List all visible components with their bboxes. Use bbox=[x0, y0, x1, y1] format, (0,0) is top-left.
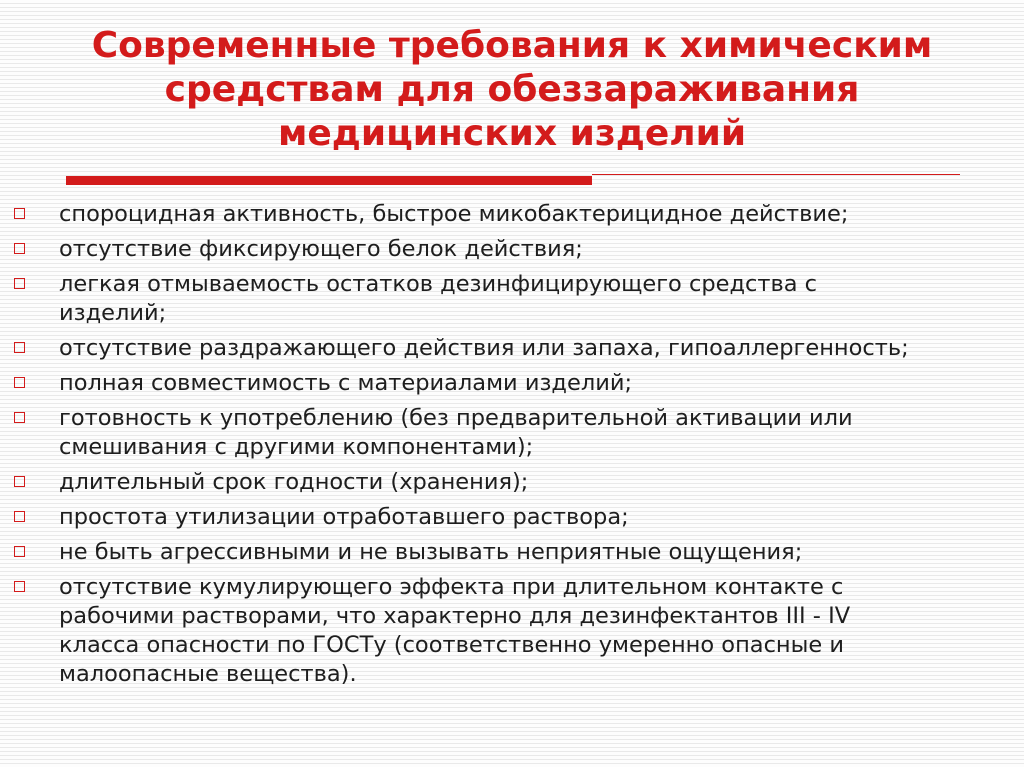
hollow-square-icon bbox=[14, 412, 25, 423]
list-item bbox=[14, 404, 1014, 462]
title-underline-thick bbox=[66, 176, 592, 185]
list-item bbox=[14, 200, 1014, 229]
title-underline-thin bbox=[592, 174, 960, 175]
hollow-square-icon bbox=[14, 278, 25, 289]
list-item-text: не быть агрессивными и не вызывать неприятные ощущения; bbox=[59, 539, 803, 565]
slide-title: Современные требования к химическим средствам для обеззараживания медицинских изделий bbox=[91, 25, 933, 154]
list-item-text: отсутствие раздражающего действия или запаха, гипоаллергенность; bbox=[59, 335, 909, 361]
hollow-square-icon bbox=[14, 546, 25, 557]
list-item-text: отсутствие фиксирующего белок действия; bbox=[59, 236, 583, 262]
list-item bbox=[14, 334, 1014, 363]
list-item-text: полная совместимость с материалами изделий; bbox=[59, 370, 633, 396]
list-item bbox=[14, 573, 1014, 689]
hollow-square-icon bbox=[14, 208, 25, 219]
hollow-square-icon bbox=[14, 511, 25, 522]
list-item bbox=[14, 468, 1014, 497]
list-item-text: простота утилизации отработавшего раствора; bbox=[59, 504, 629, 530]
hollow-square-icon bbox=[14, 243, 25, 254]
requirements-list bbox=[14, 200, 1014, 695]
hollow-square-icon bbox=[14, 377, 25, 388]
list-item-text: легкая отмываемость остатков дезинфицирующего средства с изделий; bbox=[59, 271, 818, 326]
list-item bbox=[14, 538, 1014, 567]
list-item-text: спороцидная активность, быстрое микобактерицидное действие; bbox=[59, 201, 849, 227]
list-item bbox=[14, 369, 1014, 398]
list-item bbox=[14, 503, 1014, 532]
list-item-text: отсутствие кумулирующего эффекта при длительном контакте с рабочими растворами, что характерно для дезинфектантов III - IV класса опасности по ГОСТу (соответственно умеренно опасные и малоопасные вещества). bbox=[59, 574, 851, 687]
list-item-text: длительный срок годности (хранения); bbox=[59, 469, 529, 495]
list-item bbox=[14, 270, 1014, 328]
hollow-square-icon bbox=[14, 476, 25, 487]
list-item bbox=[14, 235, 1014, 264]
hollow-square-icon bbox=[14, 342, 25, 353]
list-item-text: готовность к употреблению (без предварительной активации или смешивания с другими компонентами); bbox=[59, 405, 853, 460]
hollow-square-icon bbox=[14, 581, 25, 592]
